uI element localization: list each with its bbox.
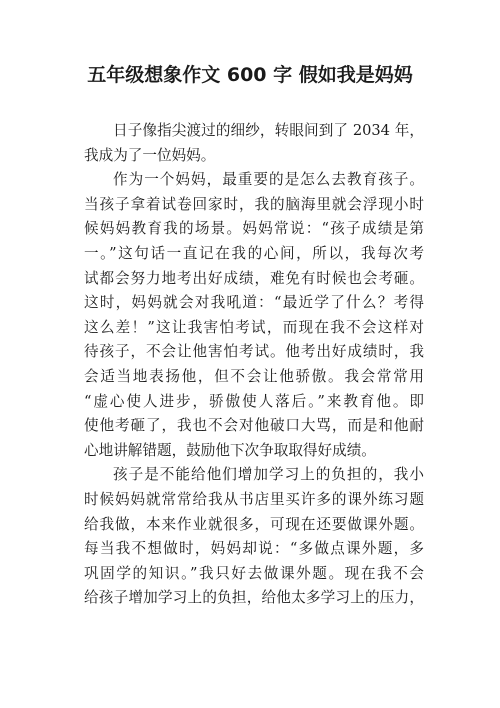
text-line: 给孩子增加学习上的负担，给他太多学习上的压力，: [84, 589, 424, 607]
text-line: 会适当地表扬他，但不会让他骄傲。我会常常用: [84, 367, 424, 385]
text-line: 给我做，本来作业就很多，可现在还要做课外题。: [84, 515, 424, 533]
text-line: 时候妈妈就常常给我从书店里买许多的课外练习题: [84, 490, 424, 508]
text-line: 这时，妈妈就会对我吼道：“最近学了什么？考得: [84, 294, 424, 312]
text-line: 使他考砸了，我也不会对他破口大骂，而是和他耐: [84, 417, 424, 435]
document-body: [84, 119, 424, 611]
text-line: 巩固学的知识。”我只好去做课外题。现在我不会: [84, 564, 424, 582]
text-line: 孩子是不能给他们增加学习上的负担的，我小: [113, 466, 424, 484]
text-line: 当孩子拿着试卷回家时，我的脑海里就会浮现小时: [84, 195, 424, 213]
text-line: 作为一个妈妈，最重要的是怎么去教育孩子。: [113, 171, 424, 189]
text-line: 每当我不想做时，妈妈却说：“多做点课外题，多: [84, 540, 424, 558]
text-line: 一。”这句话一直记在我的心间，所以，我每次考: [84, 244, 424, 262]
text-line: “虚心使人进步，骄傲使人落后。”来教育他。即: [84, 392, 424, 410]
text-line: 待孩子，不会让他害怕考试。他考出好成绩时，我: [84, 343, 424, 361]
text-line: 试都会努力地考出好成绩，难免有时候也会考砸。: [84, 269, 424, 287]
text-line: 心地讲解错题，鼓励他下次争取取得好成绩。: [84, 441, 376, 459]
text-line: 日子像指尖渡过的细纱，转眼间到了 2034 年，: [113, 122, 424, 139]
text-line: 候妈妈教育我的场景。妈妈常说：“孩子成绩是第: [84, 220, 424, 238]
text-line: 我成为了一位妈妈。: [84, 146, 216, 164]
document-title: 五年级想象作文 600 字 假如我是妈妈: [87, 64, 413, 86]
text-line: 这么差！”这让我害怕考试，而现在我不会这样对: [84, 318, 424, 336]
